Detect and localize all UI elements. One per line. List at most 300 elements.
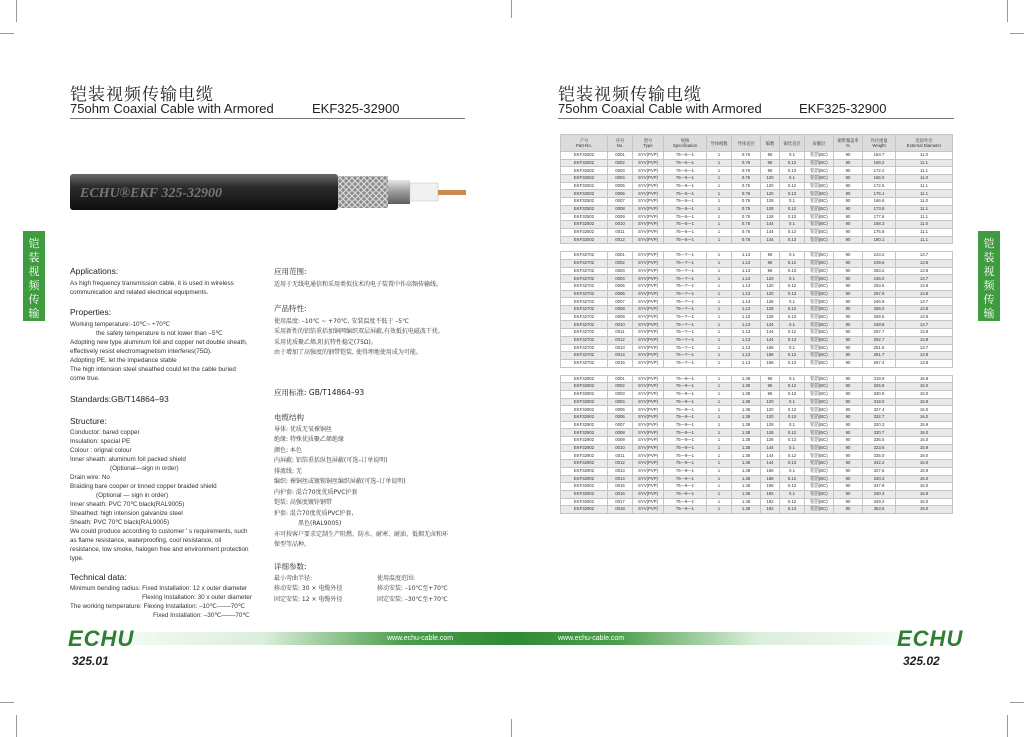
cn-application-heading: 应用范围: <box>274 267 307 276</box>
col-header: 导体根数 <box>707 135 732 152</box>
table-cell: 128 <box>761 429 780 437</box>
table-cell: 1.13 <box>732 359 761 367</box>
table-cell: 168 <box>761 359 780 367</box>
table-cell: 13.7 <box>896 344 953 352</box>
table-cell: 75—9—1 <box>664 429 707 437</box>
table-cell: 1 <box>707 444 732 452</box>
table-cell: SYV(PVP) <box>633 444 664 452</box>
side-tab-left: 铠 装 视 频 传 输 <box>23 231 45 321</box>
table-cell: 90 <box>834 506 863 514</box>
table-row <box>561 398 953 406</box>
table-cell: 128 <box>761 306 780 314</box>
table-cell: SYV(PVP) <box>633 329 664 337</box>
table-cell: 铝箔(BC) <box>805 352 834 360</box>
table-cell: 1 <box>707 252 732 260</box>
english-column <box>70 266 262 620</box>
table-cell: 90 <box>834 390 863 398</box>
table-cell: 1.38 <box>732 483 761 491</box>
table-cell: 75—7—1 <box>664 252 707 260</box>
table-cell: 0.13 <box>780 267 805 275</box>
table-cell: 0.12 <box>780 429 805 437</box>
table-cell: 75—5—1 <box>664 167 707 175</box>
page-number-left: 325.01 <box>72 654 109 668</box>
table-cell: 1 <box>707 406 732 414</box>
spec-table <box>560 134 953 514</box>
table-cell: 0.1 <box>780 252 805 260</box>
table-row <box>561 475 953 483</box>
table-cell: 0.13 <box>780 414 805 422</box>
table-cell: 0007 <box>608 198 633 206</box>
table-cell: 1.38 <box>732 444 761 452</box>
footer-url-left[interactable]: www.echu-cable.com <box>387 635 454 642</box>
table-cell: 75—7—1 <box>664 306 707 314</box>
table-cell: 铝箔(BC) <box>805 290 834 298</box>
table-cell: 349.2 <box>863 498 896 506</box>
table-cell: 0.1 <box>780 444 805 452</box>
table-cell: EKF32502 <box>561 182 608 190</box>
structure-text: Conductor: bared copper Insulation: special PE Colour : orignal colour Inner sheath: aluminum foil packed shield (Optional—sign in order) Drain wire: No Braiding bare cooper or tinned copper braided shield (Optional — sign in order) Inner sheath: PVC 70℃ black(RAL9005) Sheathed: high intension galvanize steel Sheath: PVC 70℃ black(RAL9005) We could produce according to customer ' s requirements, such as flame resistance, waterproofing, cool resistance, oil resistance, low smoke, halogen free and environment protection type. <box>70 429 249 562</box>
technical-heading: Technical data: <box>70 572 127 582</box>
table-cell: SYV(PVP) <box>633 490 664 498</box>
table-row <box>561 498 953 506</box>
table-cell: 0.76 <box>732 221 761 229</box>
table-cell: 1 <box>707 306 732 314</box>
table-cell: 0.12 <box>780 383 805 391</box>
table-cell: 75—9—1 <box>664 506 707 514</box>
table-cell: 铝箔(BC) <box>805 414 834 422</box>
table-cell: 144 <box>761 329 780 337</box>
table-cell: 0.12 <box>780 306 805 314</box>
table-row <box>561 329 953 337</box>
table-cell: 347.8 <box>863 483 896 491</box>
table-cell: 90 <box>834 182 863 190</box>
table-cell: 1.38 <box>732 490 761 498</box>
table-cell: 1 <box>707 298 732 306</box>
table-cell: 75—7—1 <box>664 259 707 267</box>
table-cell: EKF32902 <box>561 375 608 383</box>
table-row <box>561 467 953 475</box>
table-cell: 144 <box>761 444 780 452</box>
table-cell: 0004 <box>608 175 633 183</box>
table-cell: 铝箔(BC) <box>805 159 834 167</box>
col-header: 序号 No. <box>608 135 633 152</box>
table-cell: EKF32902 <box>561 506 608 514</box>
table-cell: 0002 <box>608 383 633 391</box>
table-cell: 0.1 <box>780 275 805 283</box>
table-row <box>561 205 953 213</box>
table-cell: 铝箔(BC) <box>805 437 834 445</box>
table-cell: 163.7 <box>863 152 896 160</box>
table-cell: 铝箔(BC) <box>805 444 834 452</box>
table-cell: 0.76 <box>732 190 761 198</box>
table-cell: 323.6 <box>863 444 896 452</box>
table-cell: 90 <box>834 213 863 221</box>
col-header: 近似外径 External Diameter <box>896 135 953 152</box>
table-cell: 75—9—1 <box>664 375 707 383</box>
table-cell: EKF32702 <box>561 306 608 314</box>
table-cell: 0004 <box>608 275 633 283</box>
table-cell: 75—7—1 <box>664 344 707 352</box>
table-cell: 90 <box>834 298 863 306</box>
table-cell: 16.0 <box>896 429 953 437</box>
table-row <box>561 298 953 306</box>
table-cell: SYV(PVP) <box>633 213 664 221</box>
table-cell: 0.12 <box>780 475 805 483</box>
table-cell: 166.6 <box>863 198 896 206</box>
table-cell: 75—9—1 <box>664 390 707 398</box>
table-cell: 96 <box>761 375 780 383</box>
table-cell: 铝箔(BC) <box>805 198 834 206</box>
table-cell: SYV(PVP) <box>633 414 664 422</box>
table-cell: SYV(PVP) <box>633 321 664 329</box>
table-cell: 90 <box>834 467 863 475</box>
table-cell: 铝箔(BC) <box>805 383 834 391</box>
model-number: EKF325-32900 <box>312 101 400 116</box>
table-cell: 铝箔(BC) <box>805 506 834 514</box>
table-cell: EKF32702 <box>561 275 608 283</box>
table-cell: 246.9 <box>863 298 896 306</box>
table-cell: 253.6 <box>863 283 896 291</box>
table-cell: 75—5—1 <box>664 213 707 221</box>
table-cell: 180.1 <box>863 236 896 244</box>
table-cell: SYV(PVP) <box>633 429 664 437</box>
table-cell: 0007 <box>608 421 633 429</box>
table-cell: 铝箔(BC) <box>805 306 834 314</box>
table-cell: 75—5—1 <box>664 190 707 198</box>
table-cell: 168 <box>761 467 780 475</box>
table-cell: 0.1 <box>780 344 805 352</box>
table-row <box>561 190 953 198</box>
table-cell: 铝箔(BC) <box>805 267 834 275</box>
table-cell: 1.13 <box>732 321 761 329</box>
table-cell: 0.12 <box>780 329 805 337</box>
table-cell: EKF32902 <box>561 421 608 429</box>
table-cell: 15.9 <box>896 375 953 383</box>
table-cell: 0.13 <box>780 313 805 321</box>
table-cell: SYV(PVP) <box>633 398 664 406</box>
table-cell: 1.38 <box>732 498 761 506</box>
table-cell: 0.13 <box>780 236 805 244</box>
table-cell: 1 <box>707 506 732 514</box>
table-cell: 1.38 <box>732 437 761 445</box>
table-cell: 0013 <box>608 344 633 352</box>
table-cell: 75—7—1 <box>664 321 707 329</box>
table-cell: 128 <box>761 421 780 429</box>
table-cell: 0.12 <box>780 182 805 190</box>
table-cell: 330.3 <box>863 490 896 498</box>
table-cell: 90 <box>834 175 863 183</box>
table-cell: SYV(PVP) <box>633 352 664 360</box>
table-cell: 90 <box>834 198 863 206</box>
table-row <box>561 421 953 429</box>
table-cell: SYV(PVP) <box>633 275 664 283</box>
table-cell: 75—7—1 <box>664 290 707 298</box>
table-cell: 0.12 <box>780 498 805 506</box>
table-cell: 0.1 <box>780 375 805 383</box>
table-cell: EKF32702 <box>561 267 608 275</box>
table-cell: 16.0 <box>896 437 953 445</box>
table-cell: 261.7 <box>863 352 896 360</box>
table-cell: 90 <box>834 429 863 437</box>
table-row <box>561 198 953 206</box>
table-cell: 铝箔(BC) <box>805 275 834 283</box>
table-cell: 铝箔(BC) <box>805 467 834 475</box>
table-cell: 13.8 <box>896 283 953 291</box>
page-number-right: 325.02 <box>903 654 940 668</box>
table-cell: 168 <box>761 475 780 483</box>
table-row <box>561 152 953 160</box>
table-cell: SYV(PVP) <box>633 460 664 468</box>
table-cell: EKF32702 <box>561 336 608 344</box>
table-cell: 144 <box>761 236 780 244</box>
table-cell: 0.12 <box>780 159 805 167</box>
table-cell: 0.76 <box>732 167 761 175</box>
table-cell: 0014 <box>608 352 633 360</box>
table-cell: SYV(PVP) <box>633 182 664 190</box>
table-cell: EKF32902 <box>561 383 608 391</box>
table-cell: 0009 <box>608 213 633 221</box>
table-cell: 0012 <box>608 336 633 344</box>
table-cell: 75—5—1 <box>664 228 707 236</box>
table-row <box>561 306 953 314</box>
table-cell: 168 <box>761 352 780 360</box>
table-cell: EKF32902 <box>561 429 608 437</box>
cable-print: ECHU®EKF 325-32900 <box>80 186 223 201</box>
table-cell: 259.5 <box>863 313 896 321</box>
table-cell: 75—5—1 <box>664 175 707 183</box>
table-cell: EKF32702 <box>561 359 608 367</box>
table-cell: EKF32502 <box>561 221 608 229</box>
table-cell: 75—7—1 <box>664 352 707 360</box>
table-cell: EKF32902 <box>561 437 608 445</box>
table-cell: 1.13 <box>732 352 761 360</box>
table-cell: 90 <box>834 267 863 275</box>
table-cell: 0017 <box>608 498 633 506</box>
table-cell: 16.0 <box>896 383 953 391</box>
table-cell: 0.76 <box>732 152 761 160</box>
table-cell: 75—5—1 <box>664 152 707 160</box>
table-cell: 1.38 <box>732 452 761 460</box>
table-cell: 1 <box>707 275 732 283</box>
table-cell: 0.13 <box>780 213 805 221</box>
table-cell: EKF32902 <box>561 390 608 398</box>
table-cell: SYV(PVP) <box>633 406 664 414</box>
table-group-gap <box>561 244 953 252</box>
table-cell: 15.9 <box>896 421 953 429</box>
table-cell: 177.6 <box>863 213 896 221</box>
table-cell: 1 <box>707 267 732 275</box>
table-cell: EKF32902 <box>561 483 608 491</box>
table-cell: 120 <box>761 398 780 406</box>
table-cell: 353.5 <box>863 506 896 514</box>
table-cell: 1.38 <box>732 475 761 483</box>
table-cell: 0.76 <box>732 175 761 183</box>
table-cell: 铝箔(BC) <box>805 283 834 291</box>
table-cell: 0011 <box>608 452 633 460</box>
table-cell: 0012 <box>608 236 633 244</box>
table-cell: 铝箔(BC) <box>805 221 834 229</box>
table-cell: 16.0 <box>896 452 953 460</box>
table-cell: 1.13 <box>732 329 761 337</box>
table-cell: SYV(PVP) <box>633 267 664 275</box>
table-cell: 1.13 <box>732 283 761 291</box>
cable-image <box>70 166 470 218</box>
table-cell: 75—7—1 <box>664 359 707 367</box>
table-cell: 0010 <box>608 444 633 452</box>
table-cell: 铝箔(BC) <box>805 421 834 429</box>
table-cell: 120 <box>761 275 780 283</box>
table-cell: 15.9 <box>896 467 953 475</box>
table-cell: 铝箔(BC) <box>805 483 834 491</box>
table-cell: 172.5 <box>863 182 896 190</box>
side-tab-right: 铠 装 视 频 传 输 <box>978 231 1000 321</box>
table-cell: 15.9 <box>896 490 953 498</box>
table-cell: 0.76 <box>732 198 761 206</box>
table-cell: SYV(PVP) <box>633 313 664 321</box>
table-cell: 1 <box>707 182 732 190</box>
table-cell: EKF32902 <box>561 498 608 506</box>
table-row <box>561 167 953 175</box>
table-cell: 90 <box>834 475 863 483</box>
table-cell: 75—7—1 <box>664 313 707 321</box>
table-row <box>561 213 953 221</box>
table-cell: 铝箔(BC) <box>805 429 834 437</box>
table-cell: EKF32902 <box>561 414 608 422</box>
col-header: 规格 Specification <box>664 135 707 152</box>
table-cell: 1 <box>707 344 732 352</box>
table-cell: 铝箔(BC) <box>805 182 834 190</box>
table-cell: 90 <box>834 490 863 498</box>
table-cell: 1 <box>707 236 732 244</box>
table-cell: EKF32902 <box>561 398 608 406</box>
table-cell: 1 <box>707 259 732 267</box>
table-cell: 铝箔(BC) <box>805 406 834 414</box>
footer-url-right[interactable]: www.echu-cable.com <box>558 635 625 642</box>
table-cell: EKF32502 <box>561 198 608 206</box>
table-cell: SYV(PVP) <box>633 221 664 229</box>
table-cell: 75—5—1 <box>664 159 707 167</box>
table-cell: 90 <box>834 306 863 314</box>
table-cell: 1 <box>707 390 732 398</box>
table-cell: 铝箔(BC) <box>805 490 834 498</box>
table-cell: SYV(PVP) <box>633 190 664 198</box>
table-cell: 1.38 <box>732 383 761 391</box>
table-cell: 1 <box>707 290 732 298</box>
table-row <box>561 390 953 398</box>
table-cell: 325.8 <box>863 383 896 391</box>
table-cell: 0018 <box>608 506 633 514</box>
table-cell: 1 <box>707 313 732 321</box>
table-cell: 327.6 <box>863 467 896 475</box>
table-row <box>561 321 953 329</box>
table-cell: 铝箔(BC) <box>805 498 834 506</box>
table-cell: 0001 <box>608 252 633 260</box>
table-cell: 75—9—1 <box>664 498 707 506</box>
table-cell: 128 <box>761 437 780 445</box>
table-cell: 75—5—1 <box>664 221 707 229</box>
table-cell: 320.3 <box>863 421 896 429</box>
table-cell: SYV(PVP) <box>633 198 664 206</box>
technical-text: Minimum bending radius: Fixed Installation: 12 x outer diameter Flexing Installation: 30 x outer diameter The working temperature: Flexing Installation: –10℃––––70℃ Fixed Installation: –30℃––––70℃ <box>70 585 252 619</box>
table-cell: 257.9 <box>863 290 896 298</box>
table-cell: 铝箔(BC) <box>805 460 834 468</box>
table-cell: 13.7 <box>896 321 953 329</box>
table-cell: 1.38 <box>732 429 761 437</box>
table-cell: 128 <box>761 213 780 221</box>
cn-application-text: 适用于无线电通信和采用类似技术的电子装置中作高频传输线。 <box>274 281 443 288</box>
table-cell: 128 <box>761 198 780 206</box>
table-cell: 1 <box>707 452 732 460</box>
spec-table-header <box>561 135 953 152</box>
table-cell: 16.0 <box>896 390 953 398</box>
table-cell: SYV(PVP) <box>633 236 664 244</box>
table-row <box>561 344 953 352</box>
table-cell: 1 <box>707 437 732 445</box>
table-cell: 1 <box>707 205 732 213</box>
table-cell: 0.12 <box>780 259 805 267</box>
table-cell: 铝箔(BC) <box>805 321 834 329</box>
table-cell: 90 <box>834 228 863 236</box>
table-cell: 75—9—1 <box>664 475 707 483</box>
table-cell: 0006 <box>608 290 633 298</box>
table-cell: 168 <box>761 483 780 491</box>
table-cell: 11.0 <box>896 221 953 229</box>
col-header: 铜丝直径 <box>780 135 805 152</box>
table-cell: 15.9 <box>896 398 953 406</box>
table-cell: 253.2 <box>863 267 896 275</box>
table-row <box>561 429 953 437</box>
table-row <box>561 259 953 267</box>
table-cell: 342.2 <box>863 460 896 468</box>
table-cell: SYV(PVP) <box>633 467 664 475</box>
table-cell: EKF32702 <box>561 321 608 329</box>
table-cell: 0002 <box>608 159 633 167</box>
table-cell: EKF32702 <box>561 298 608 306</box>
table-cell: 176.1 <box>863 190 896 198</box>
page-title-cn: 铠装视频传输电缆 <box>70 85 214 105</box>
table-row <box>561 336 953 344</box>
table-cell: EKF32902 <box>561 444 608 452</box>
table-cell: SYV(PVP) <box>633 175 664 183</box>
table-cell: 11.1 <box>896 182 953 190</box>
table-cell: 0002 <box>608 259 633 267</box>
table-cell: 铝箔(BC) <box>805 398 834 406</box>
table-cell: 75—7—1 <box>664 283 707 291</box>
table-cell: 1.13 <box>732 290 761 298</box>
table-cell: 1 <box>707 375 732 383</box>
table-cell: 1.38 <box>732 375 761 383</box>
table-cell: 90 <box>834 383 863 391</box>
table-cell: 90 <box>834 336 863 344</box>
cn-details-heading: 详细参数: <box>274 561 307 571</box>
table-cell: EKF32902 <box>561 467 608 475</box>
col-header: 型号 Type <box>633 135 664 152</box>
table-cell: 332.7 <box>863 414 896 422</box>
table-cell: 0.76 <box>732 182 761 190</box>
table-cell: 铝箔(BC) <box>805 336 834 344</box>
col-header: 屏蔽层 <box>805 135 834 152</box>
table-cell: 0.1 <box>780 421 805 429</box>
table-cell: 1 <box>707 221 732 229</box>
table-cell: 75—9—1 <box>664 444 707 452</box>
footer-band <box>70 629 950 649</box>
table-cell: 90 <box>834 375 863 383</box>
table-cell: 0.76 <box>732 159 761 167</box>
table-cell: 335.0 <box>863 452 896 460</box>
table-cell: 90 <box>834 498 863 506</box>
table-cell: 0008 <box>608 205 633 213</box>
table-cell: 144 <box>761 452 780 460</box>
